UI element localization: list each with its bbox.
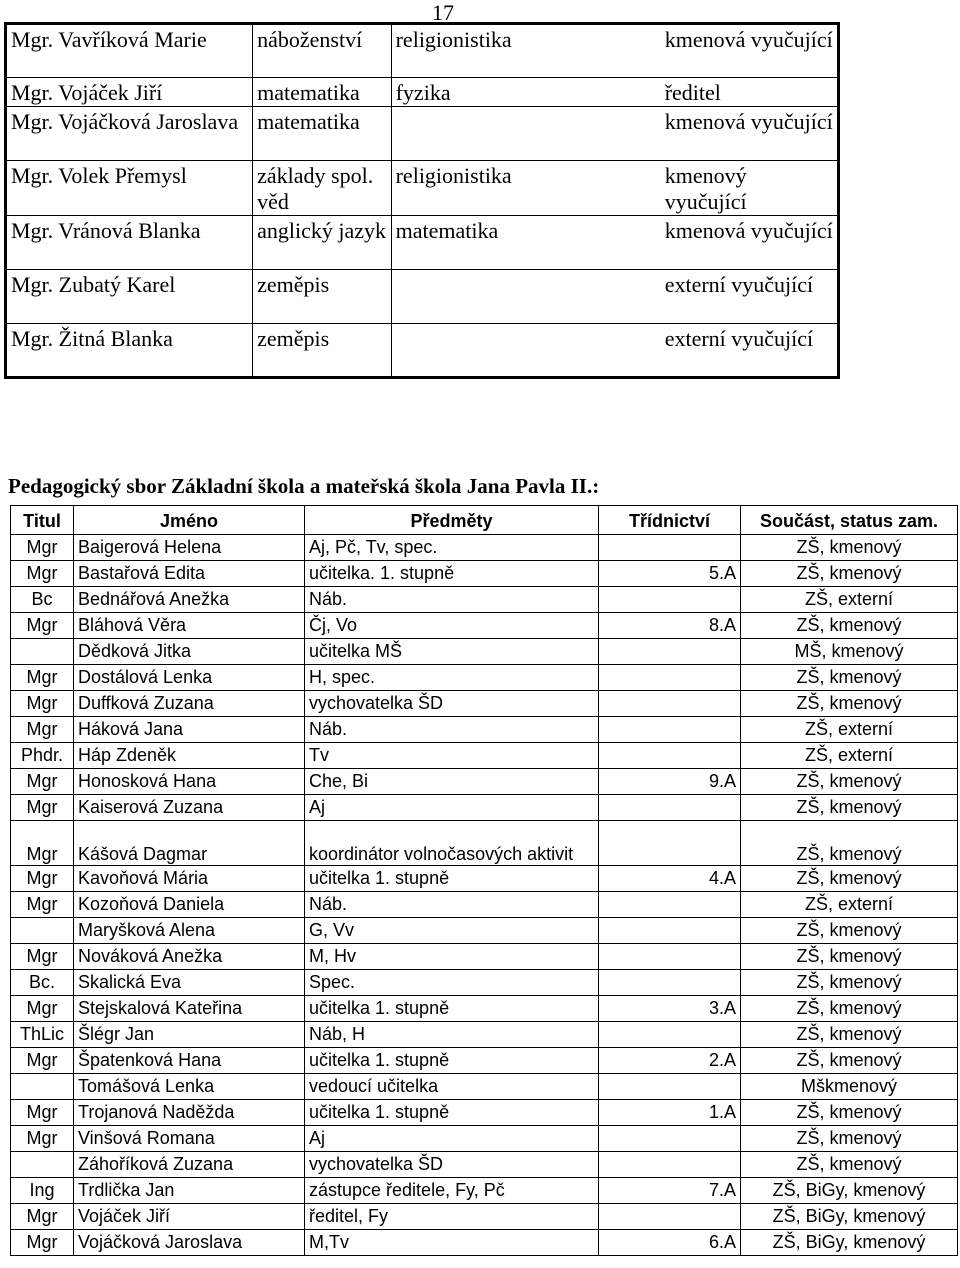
cell-tridnictvi: 8.A (599, 613, 741, 639)
cell-predmety: učitelka 1. stupně (305, 866, 599, 892)
cell-titul (11, 1074, 74, 1100)
cell-titul: Mgr (11, 1100, 74, 1126)
cell-jmeno: Baigerová Helena (74, 535, 305, 561)
table-row (11, 944, 958, 970)
staff-name: Mgr. Zubatý Karel (6, 270, 253, 324)
cell-soucast: ZŠ, BiGy, kmenový (741, 1230, 958, 1256)
cell-predmety: zástupce ředitele, Fy, Pč (305, 1178, 599, 1204)
cell-titul: Bc (11, 587, 74, 613)
staff-name: Mgr. Žitná Blanka (11, 326, 173, 351)
cell-predmety: Tv (305, 743, 599, 769)
cell-jmeno: Kášová Dagmar (74, 821, 305, 866)
cell-jmeno: Skalická Eva (74, 970, 305, 996)
cell-soucast: ZŠ, externí (741, 717, 958, 743)
cell-predmety: Che, Bi (305, 769, 599, 795)
cell-titul: ThLic (11, 1022, 74, 1048)
top-table-row (6, 161, 839, 216)
table-row (11, 769, 958, 795)
cell-jmeno: Tomášová Lenka (74, 1074, 305, 1100)
staff-table (10, 505, 958, 1256)
subject-secondary (391, 107, 661, 161)
section-heading: Pedagogický sbor Základní škola a mateřská škola Jana Pavla II.: (8, 474, 600, 498)
cell-tridnictvi (599, 587, 741, 613)
staff-name: Mgr. Vojáček Jiří (6, 78, 253, 107)
cell-predmety: H, spec. (305, 665, 599, 691)
cell-tridnictvi (599, 795, 741, 821)
cell-predmety: Čj, Vo (305, 613, 599, 639)
cell-titul: Bc. (11, 970, 74, 996)
employment-status: kmenový vyučující (661, 161, 839, 216)
table-row (11, 918, 958, 944)
cell-tridnictvi (599, 918, 741, 944)
page-number: 17 (432, 0, 454, 25)
table-row (11, 795, 958, 821)
table-row (11, 1204, 958, 1230)
table-row (11, 892, 958, 918)
cell-titul: Mgr (11, 892, 74, 918)
cell-jmeno: Bastařová Edita (74, 561, 305, 587)
table-row (11, 1100, 958, 1126)
table-row (11, 691, 958, 717)
cell-soucast: ZŠ, kmenový (741, 866, 958, 892)
cell-soucast: ZŠ, kmenový (741, 944, 958, 970)
cell-predmety: Aj, Pč, Tv, spec. (305, 535, 599, 561)
cell-soucast: ZŠ, externí (741, 743, 958, 769)
cell-jmeno: Záhoříková Zuzana (74, 1152, 305, 1178)
subject-primary: základy spol. věd (253, 161, 392, 216)
cell-predmety: M, Hv (305, 944, 599, 970)
cell-jmeno: Šlégr Jan (74, 1022, 305, 1048)
cell-predmety (305, 821, 599, 866)
cell-titul: Mgr (11, 795, 74, 821)
cell-jmeno: Trdlička Jan (74, 1178, 305, 1204)
cell-titul: Mgr (11, 944, 74, 970)
cell-soucast: ZŠ, kmenový (741, 535, 958, 561)
cell-jmeno: Vojáčková Jaroslava (74, 1230, 305, 1256)
cell-soucast: ZŠ, kmenový (741, 1152, 958, 1178)
header-titul: Titul (11, 506, 74, 535)
cell-soucast: ZŠ, kmenový (741, 613, 958, 639)
cell-predmety: Aj (305, 795, 599, 821)
cell-soucast: ZŠ, kmenový (741, 918, 958, 944)
table-row (11, 866, 958, 892)
cell-soucast: Mškmenový (741, 1074, 958, 1100)
cell-tridnictvi (599, 535, 741, 561)
cell-titul: Mgr (11, 717, 74, 743)
cell-predmety: učitelka MŠ (305, 639, 599, 665)
table-row (11, 970, 958, 996)
cell-jmeno: Špatenková Hana (74, 1048, 305, 1074)
cell-predmety: Spec. (305, 970, 599, 996)
cell-predmety: ředitel, Fy (305, 1204, 599, 1230)
table-row (11, 1126, 958, 1152)
cell-tridnictvi: 2.A (599, 1048, 741, 1074)
cell-titul (11, 639, 74, 665)
cell-titul: Mgr (11, 996, 74, 1022)
staff-name: Mgr. Volek Přemysl (6, 161, 253, 216)
table-row (11, 535, 958, 561)
cell-titul: Mgr (11, 665, 74, 691)
cell-predmety: G, Vv (305, 918, 599, 944)
subject-secondary: fyzika (391, 78, 661, 107)
top-table-row (6, 324, 839, 378)
cell-tridnictvi (599, 717, 741, 743)
cell-tridnictvi: 5.A (599, 561, 741, 587)
table-row (11, 743, 958, 769)
table-row (11, 639, 958, 665)
cell-soucast: ZŠ, kmenový (741, 1048, 958, 1074)
cell-predmety: učitelka. 1. stupně (305, 561, 599, 587)
subject-primary: zeměpis (253, 324, 392, 378)
employment-status: kmenová vyučující (661, 107, 839, 161)
cell-tridnictvi: 1.A (599, 1100, 741, 1126)
cell-soucast: ZŠ, BiGy, kmenový (741, 1178, 958, 1204)
table-row (11, 665, 958, 691)
cell-titul: Mgr (11, 1230, 74, 1256)
cell-jmeno: Vojáček Jiří (74, 1204, 305, 1230)
cell-tridnictvi: 9.A (599, 769, 741, 795)
cell-tridnictvi (599, 665, 741, 691)
top-staff-table (4, 22, 840, 379)
cell-soucast: ZŠ, kmenový (741, 665, 958, 691)
cell-tridnictvi (599, 1074, 741, 1100)
cell-titul: Mgr (11, 613, 74, 639)
staff-name: Mgr. Vojáčková Jaroslava (6, 107, 253, 161)
cell-soucast: ZŠ, externí (741, 587, 958, 613)
staff-table-body (11, 535, 958, 1256)
cell-predmety: učitelka 1. stupně (305, 996, 599, 1022)
cell-jmeno: Nováková Anežka (74, 944, 305, 970)
staff-name: Mgr. Vránová Blanka (6, 216, 253, 270)
cell-predmety: Náb. (305, 717, 599, 743)
cell-predmety: M,Tv (305, 1230, 599, 1256)
cell-predmety-text: koordinátor volnočasových aktivit (309, 844, 574, 864)
cell-tridnictvi (599, 1204, 741, 1230)
table-row (11, 1074, 958, 1100)
cell-predmety: Náb. (305, 892, 599, 918)
cell-titul: Mgr (11, 821, 74, 866)
subject-secondary: religionistika (391, 161, 661, 216)
cell-soucast: ZŠ, kmenový (741, 821, 958, 866)
subject-secondary: religionistika (391, 24, 661, 78)
cell-tridnictvi (599, 1022, 741, 1048)
subject-secondary (391, 270, 661, 324)
table-row (11, 1178, 958, 1204)
employment-status: externí vyučující (661, 270, 839, 324)
cell-soucast: ZŠ, kmenový (741, 795, 958, 821)
cell-titul (11, 1152, 74, 1178)
employment-status: externí vyučující (664, 326, 814, 351)
cell-soucast: ZŠ, kmenový (741, 1022, 958, 1048)
cell-titul (11, 918, 74, 944)
cell-tridnictvi (599, 1126, 741, 1152)
table-row (11, 1022, 958, 1048)
cell-titul: Mgr (11, 769, 74, 795)
subject-secondary: matematika (391, 216, 661, 270)
cell-predmety: učitelka 1. stupně (305, 1100, 599, 1126)
header-soucast: Součást, status zam. (741, 506, 958, 535)
table-row (11, 996, 958, 1022)
cell-tridnictvi (599, 892, 741, 918)
cell-jmeno: Kozoňová Daniela (74, 892, 305, 918)
cell-jmeno: Bednářová Anežka (74, 587, 305, 613)
cell-titul: Ing (11, 1178, 74, 1204)
table-row (11, 613, 958, 639)
cell-titul: Mgr (11, 561, 74, 587)
cell-tridnictvi: 7.A (599, 1178, 741, 1204)
cell-jmeno: Trojanová Naděžda (74, 1100, 305, 1126)
cell-jmeno: Kaiserová Zuzana (74, 795, 305, 821)
cell-jmeno: Háp Zdeněk (74, 743, 305, 769)
cell-soucast: ZŠ, externí (741, 892, 958, 918)
cell-tridnictvi (599, 970, 741, 996)
employment-status: kmenová vyučující (661, 216, 839, 270)
cell-soucast: ZŠ, kmenový (741, 691, 958, 717)
top-table-row (6, 24, 839, 78)
cell-tridnictvi (599, 821, 741, 866)
cell-soucast: ZŠ, kmenový (741, 561, 958, 587)
subject-primary: matematika (253, 78, 392, 107)
cell-soucast: ZŠ, kmenový (741, 1126, 958, 1152)
cell-soucast: ZŠ, kmenový (741, 1100, 958, 1126)
cell-jmeno: Maryšková Alena (74, 918, 305, 944)
cell-titul: Mgr (11, 535, 74, 561)
table-row (11, 561, 958, 587)
cell-tridnictvi (599, 691, 741, 717)
header-row (11, 506, 958, 535)
cell-predmety: Aj (305, 1126, 599, 1152)
cell-jmeno: Háková Jana (74, 717, 305, 743)
top-staff-table-body (6, 24, 839, 378)
cell-jmeno: Dostálová Lenka (74, 665, 305, 691)
cell-titul: Phdr. (11, 743, 74, 769)
cell-jmeno: Bláhová Věra (74, 613, 305, 639)
employment-status: ředitel (661, 78, 839, 107)
table-row (11, 1230, 958, 1256)
subject-primary: anglický jazyk (253, 216, 392, 270)
cell-predmety: Náb. (305, 587, 599, 613)
cell-predmety: vychovatelka ŠD (305, 691, 599, 717)
cell-tridnictvi (599, 1152, 741, 1178)
cell-predmety: vychovatelka ŠD (305, 1152, 599, 1178)
cell-predmety: Náb, H (305, 1022, 599, 1048)
table-row (11, 1152, 958, 1178)
cell-jmeno: Vinšová Romana (74, 1126, 305, 1152)
cell-titul: Mgr (11, 1204, 74, 1230)
cell-soucast: MŠ, kmenový (741, 639, 958, 665)
cell-titul: Mgr (11, 1126, 74, 1152)
cell-jmeno: Kavoňová Mária (74, 866, 305, 892)
cell-soucast: ZŠ, kmenový (741, 970, 958, 996)
cell-soucast: ZŠ, kmenový (741, 769, 958, 795)
subject-primary: náboženství (253, 24, 392, 78)
subject-primary: matematika (253, 107, 392, 161)
cell-jmeno: Stejskalová Kateřina (74, 996, 305, 1022)
cell-tridnictvi: 6.A (599, 1230, 741, 1256)
top-table-row (6, 107, 839, 161)
cell-jmeno: Duffková Zuzana (74, 691, 305, 717)
cell-titul: Mgr (11, 866, 74, 892)
header-predmety: Předměty (305, 506, 599, 535)
cell-soucast: ZŠ, BiGy, kmenový (741, 1204, 958, 1230)
cell-tridnictvi (599, 639, 741, 665)
header-jmeno: Jméno (74, 506, 305, 535)
header-tridnictvi: Třídnictví (599, 506, 741, 535)
employment-status: kmenová vyučující (661, 24, 839, 78)
table-row (11, 821, 958, 866)
table-row (11, 1048, 958, 1074)
cell-predmety: učitelka 1. stupně (305, 1048, 599, 1074)
staff-name: Mgr. Vavříková Marie (6, 24, 253, 78)
subject-primary: zeměpis (253, 270, 392, 324)
subject-secondary (391, 324, 661, 378)
cell-tridnictvi: 4.A (599, 866, 741, 892)
cell-tridnictvi: 3.A (599, 996, 741, 1022)
cell-tridnictvi (599, 743, 741, 769)
cell-soucast: ZŠ, kmenový (741, 996, 958, 1022)
top-table-row (6, 78, 839, 107)
cell-tridnictvi (599, 944, 741, 970)
cell-titul: Mgr (11, 1048, 74, 1074)
cell-predmety: vedoucí učitelka (305, 1074, 599, 1100)
top-table-row (6, 270, 839, 324)
cell-jmeno: Honosková Hana (74, 769, 305, 795)
cell-jmeno: Dědková Jitka (74, 639, 305, 665)
table-row (11, 587, 958, 613)
cell-titul: Mgr (11, 691, 74, 717)
top-table-row (6, 216, 839, 270)
staff-table-header (11, 506, 958, 535)
table-row (11, 717, 958, 743)
